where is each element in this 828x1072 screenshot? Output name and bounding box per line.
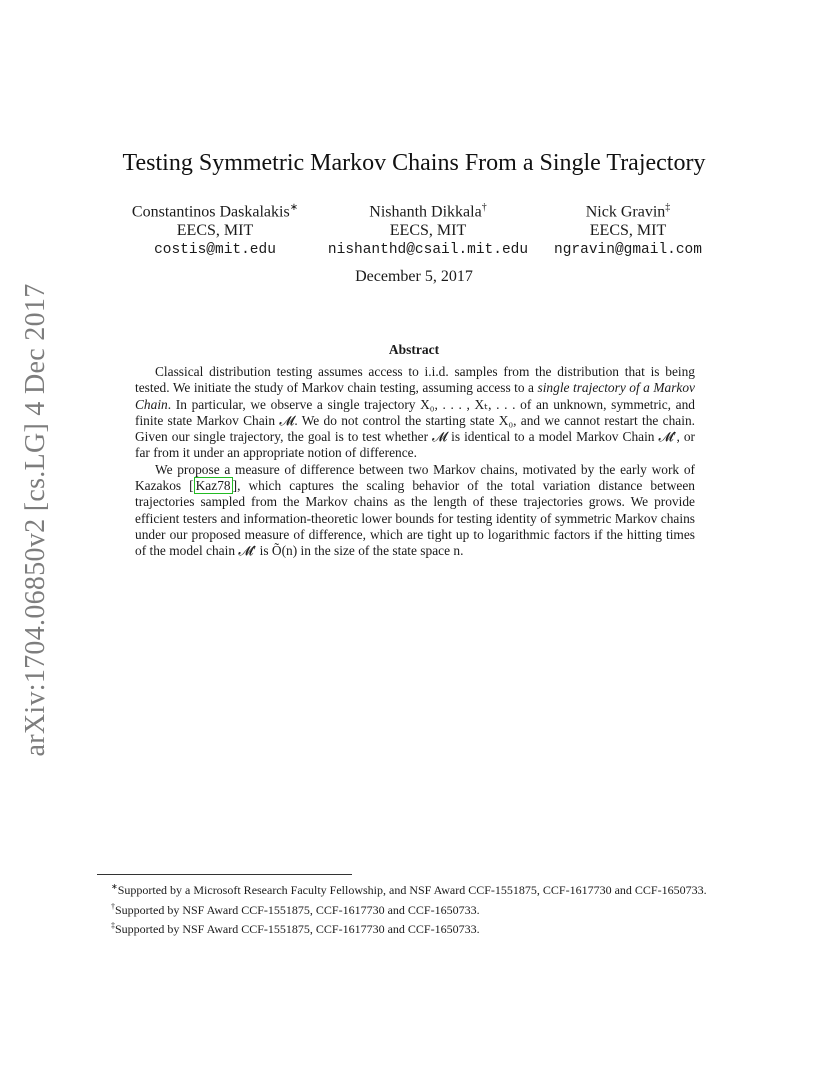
footnote-mark: ∗ <box>289 202 299 213</box>
author-affiliation: EECS, MIT <box>389 222 467 240</box>
author-email: nishanthd@csail.mit.edu <box>327 242 529 259</box>
author-affiliation: EECS, MIT <box>589 222 667 240</box>
abstract-paragraph: Classical distribution testing assumes access to i.i.d. samples from the distribution that is being tested. We initiate the study of Markov chain testing, assuming access to a single trajectory of a Markov Chain. In particular, we observe a single trajectory X₀, . . . , Xₜ, . . . of an unknown, symmetric, and finite state Markov Chain 𝓜. We do not control the starting state X₀, and we cannot restart the chain. Given our single trajectory, the goal is to test whether 𝓜 is identical to a model Markov Chain 𝓜′, or far from it under an appropriate notion of difference. <box>135 364 695 461</box>
emphasis-text: single trajectory of a Markov Chain <box>135 380 695 412</box>
abstract-body <box>135 364 695 560</box>
footnote-mark: ‡ <box>665 202 671 213</box>
footnote: ∗Supported by a Microsoft Research Faculty Fellowship, and NSF Award CCF-1551875, CCF-1617730 and CCF-1650733. <box>111 882 707 897</box>
footnote: ‡Supported by NSF Award CCF-1551875, CCF-1617730 and CCF-1650733. <box>111 921 480 936</box>
arxiv-side-label: arXiv:1704.06850v2 [cs.LG] 4 Dec 2017 <box>20 283 51 757</box>
author-email: costis@mit.edu <box>154 242 276 259</box>
author-block <box>318 198 538 260</box>
author-name: Nick Gravin‡ <box>585 202 671 221</box>
author-name: Nishanth Dikkala† <box>369 202 487 221</box>
footnote: †Supported by NSF Award CCF-1551875, CCF-1617730 and CCF-1650733. <box>111 901 480 917</box>
footnote-divider <box>97 874 352 875</box>
footnotes <box>97 879 732 938</box>
citation-link[interactable]: Kaz78 <box>195 478 231 494</box>
abstract-heading: Abstract <box>388 342 440 357</box>
paper-title: Testing Symmetric Markov Chains From a Single Trajectory <box>122 150 706 176</box>
publication-date: December 5, 2017 <box>355 268 473 285</box>
author-affiliation: EECS, MIT <box>176 222 254 240</box>
author-email: ngravin@gmail.com <box>554 242 702 259</box>
author-block <box>543 198 713 260</box>
author-block <box>112 198 318 260</box>
abstract-paragraph: We propose a measure of difference between two Markov chains, motivated by the early work of Kazakos [ Kaz78 ], which captures the scaling behavior of the total variation distance between trajectories sampled from the Markov chains as the length of these trajectories grows. We provide efficient testers and information-theoretic lower bounds for testing identity of symmetric Markov chains under our proposed measure of difference, which are tight up to logarithmic factors if the hitting times of the model chain 𝓜′ is Õ(n) in the size of the state space n. <box>135 461 695 559</box>
footnote-mark: † <box>481 202 487 213</box>
author-name: Constantinos Daskalakis∗ <box>131 202 299 221</box>
